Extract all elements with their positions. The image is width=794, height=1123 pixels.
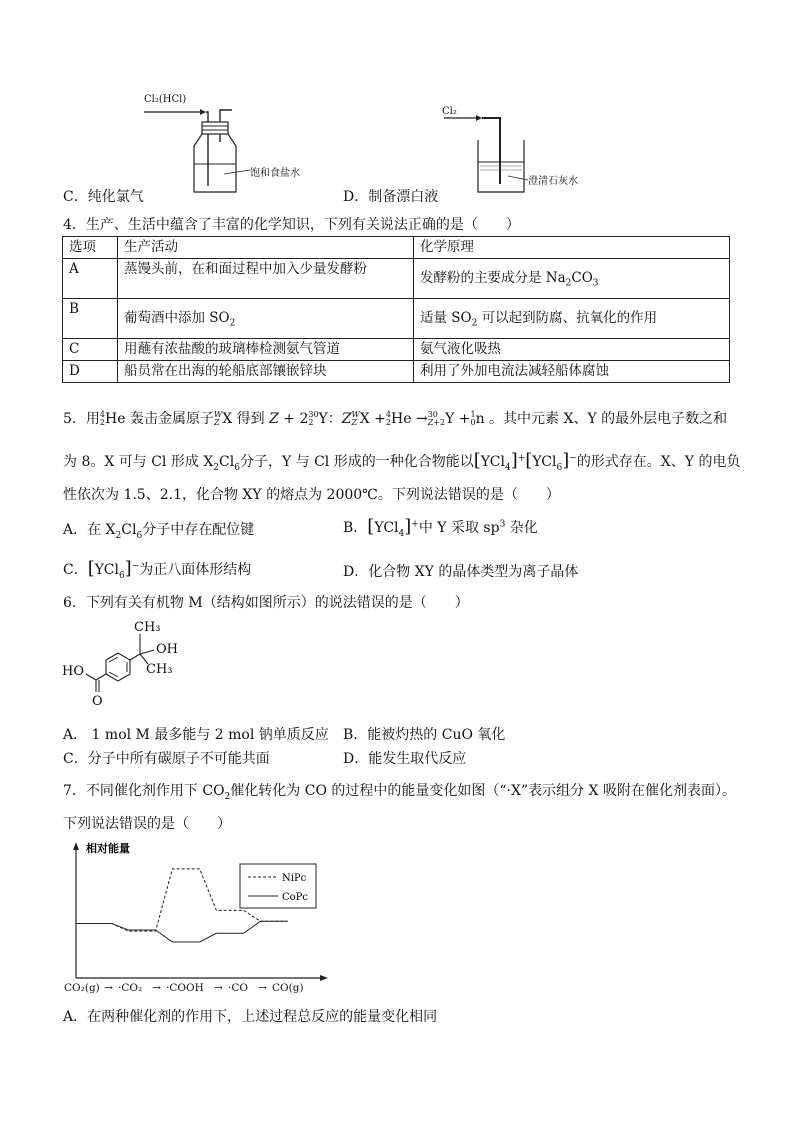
struct-ch3-bottom: CH₃ xyxy=(146,662,173,677)
q7-stem: 7．不同催化剂作用下 $CO_2$催化转化为 CO 的过程中的能量变化如图（“·X”表示组分 X 吸附在催化剂表面）。 xyxy=(63,783,736,802)
molecule-m-structure xyxy=(62,620,182,716)
row-b-option: B xyxy=(63,299,118,339)
q5-option-d: D．化合物 XY 的晶体类型为离子晶体 xyxy=(343,564,579,580)
row-d-principle: 利用了外加电流法减轻船体腐蚀 xyxy=(414,361,730,383)
x-label-ads-co: ·CO xyxy=(228,982,248,994)
energy-chart-svg xyxy=(64,838,334,1000)
x-label-co-g: CO(g) xyxy=(272,982,304,994)
struct-ch3-top: CH₃ xyxy=(134,620,161,635)
fig-c-gas-label: Cl₂(HCl) xyxy=(144,94,187,105)
energy-chart xyxy=(64,838,334,1000)
fig-d-gas-label: Cl₂ xyxy=(442,106,457,117)
struct-oh: OH xyxy=(156,642,178,657)
x-category-labels: CO₂(g) → ·CO₂ → ·COOH → ·CO → CO(g) xyxy=(64,982,304,994)
q5-line-3: 性依次为 1.5、2.1，化合物 XY 的熔点为 2000℃。下列说法错误的是（ ） xyxy=(63,487,560,503)
q7-option-a: A．在两种催化剂的作用下，上述过程总反应的能量变化相同 xyxy=(63,1009,438,1025)
figure-d-beaker xyxy=(438,106,588,198)
row-c-option: C xyxy=(63,339,118,361)
header-principle: 化学原理 xyxy=(414,237,730,259)
figure-c-wash-bottle xyxy=(140,92,300,202)
row-b-activity: 葡萄酒中添加 $SO_2$ xyxy=(118,299,414,339)
q6-option-d: D．能发生取代反应 xyxy=(343,751,467,767)
row-a-activity: 蒸馒头前，在和面过程中加入少量发酵粉 xyxy=(118,259,414,299)
q5-option-b: B．[YCl$_4$]+中 Y 采取 $sp^3$ 杂化 xyxy=(343,516,538,539)
q5-line-2: 为 8。X 可与 Cl 形成 $X_2Cl_6$分子，Y 与 Cl 形成的一种化合物能以[YCl$_4$]+[YCl$_6$]−的形式存在。X、Y 的电负 xyxy=(63,450,741,473)
q6-option-b: B．能被灼热的 CuO 氧化 xyxy=(343,727,506,743)
option-d-prepare-bleach: D．制备漂白液 xyxy=(343,189,439,205)
x-label-ads-cooh: ·COOH xyxy=(166,982,204,994)
fig-c-liquid-label: 饱和食盐水 xyxy=(250,168,300,179)
legend-label-nipc: NiPc xyxy=(282,873,307,884)
row-d-option: D xyxy=(63,361,118,383)
row-c-principle: 氨气液化吸热 xyxy=(414,339,730,361)
y-axis-arrow xyxy=(73,842,79,850)
table-header-row xyxy=(63,237,730,259)
table-row xyxy=(63,339,730,361)
x-axis-arrow xyxy=(320,975,328,981)
q6-option-c: C．分子中所有碳原子不可能共面 xyxy=(63,751,270,767)
table-row xyxy=(63,299,730,339)
struct-ho: HO xyxy=(62,664,84,679)
q7-stem-2: 下列说法错误的是（ ） xyxy=(63,816,231,832)
fig-d-liquid-label: 澄清石灰水 xyxy=(528,176,578,187)
table-row xyxy=(63,361,730,383)
table-row xyxy=(63,259,730,299)
x-label-ads-co2: ·CO₂ xyxy=(118,982,143,994)
q5-line-1: 5．用4 2He 轰击金属原子W Z X 得到 Z + 230 2 Y：ZW Z X +4 2He →30 Z+2Y +1 0n 。其中元素 X、Y 的最外层电子数之和 xyxy=(63,410,728,427)
row-b-principle: 适量 $SO_2$ 可以起到防腐、抗氧化的作用 xyxy=(414,299,730,339)
q5-option-a: A．在 $X_2Cl_6$分子中存在配位键 xyxy=(63,522,255,541)
q4-stem: 4．生产、生活中蕴含了丰富的化学知识，下列有关说法正确的是（ ） xyxy=(63,217,520,233)
struct-o: O xyxy=(92,694,103,709)
row-d-activity: 船员常在出海的轮船底部镶嵌锌块 xyxy=(118,361,414,383)
row-a-option: A xyxy=(63,259,118,299)
legend-label-copc: CoPc xyxy=(282,892,309,903)
header-option: 选项 xyxy=(63,237,118,259)
y-axis-label: 相对能量 xyxy=(86,842,130,855)
row-a-principle: 发酵粉的主要成分是 $Na_2CO_3$ xyxy=(414,259,730,299)
q6-stem: 6．下列有关有机物 M（结构如图所示）的说法错误的是（ ） xyxy=(63,595,469,611)
row-c-activity: 用蘸有浓盐酸的玻璃棒检测氨气管道 xyxy=(118,339,414,361)
x-label-co2-g: CO₂(g) xyxy=(64,982,100,994)
option-c-purify-chlorine: C．纯化氯气 xyxy=(63,189,144,205)
q6-option-a: A． 1 mol M 最多能与 2 mol 钠单质反应 xyxy=(63,727,329,743)
q5-option-c: C．[YCl$_6$]−为正八面体形结构 xyxy=(63,558,252,581)
wash-bottle-svg xyxy=(140,92,300,202)
header-activity: 生产活动 xyxy=(118,237,414,259)
q4-table xyxy=(62,236,730,383)
series-line-copc xyxy=(76,921,288,942)
